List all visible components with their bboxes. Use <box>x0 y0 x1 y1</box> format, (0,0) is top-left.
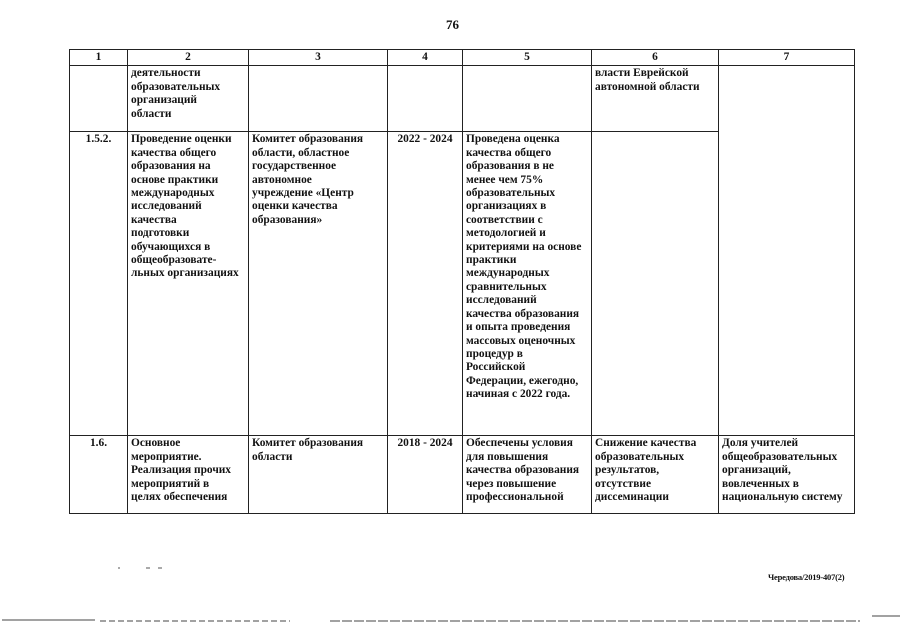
column-number: 7 <box>719 50 855 66</box>
cell-executor: Комитет образования области <box>249 436 388 514</box>
column-number: 3 <box>249 50 388 66</box>
column-number: 1 <box>70 50 128 66</box>
cell-consequences: Снижение качества образовательных результатов, отсутствие диссеминации <box>592 436 719 514</box>
document-code: Чередова/2019-407(2) <box>768 572 845 582</box>
cell-indicator: Доля учителей общеобразовательных организаций, вовлеченных в национальную систему <box>719 436 855 514</box>
column-number: 4 <box>388 50 463 66</box>
column-number: 6 <box>592 50 719 66</box>
cell-activity: Проведение оценки качества общего образования на основе практики международных исследований качества подготовки обучающихся в общеобразовате- льных организациях <box>128 132 249 436</box>
cell-period: 2018 - 2024 <box>388 436 463 514</box>
cell-executor: Комитет образования области, областное государственное автономное учреждение «Центр оценки качества образования» <box>249 132 388 436</box>
cell-result: Проведена оценка качества общего образования в не менее чем 75% образовательных организациях в соответствии с методологией и критериями на основе практики международных сравнительных исследований качества образования и опыта проведения массовых оценочных процедур в Российской Федерации, ежегодно, начиная с 2022 года. <box>463 132 592 436</box>
cell-period: 2022 - 2024 <box>388 132 463 436</box>
page-number: 76 <box>446 17 459 32</box>
cell-activity: Основное мероприятие. Реализация прочих мероприятий в целях обеспечения <box>128 436 249 514</box>
cell-result: Обеспечены условия для повышения качества образования через повышение профессиональной <box>463 436 592 514</box>
cell-number: 1.6. <box>70 436 128 514</box>
column-number: 2 <box>128 50 249 66</box>
column-number: 5 <box>463 50 592 66</box>
cell-number: 1.5.2. <box>70 132 128 436</box>
cell-consequences: власти Еврейской автономной области <box>592 66 719 132</box>
cell-activity: деятельности образовательных организаций области <box>128 66 249 132</box>
